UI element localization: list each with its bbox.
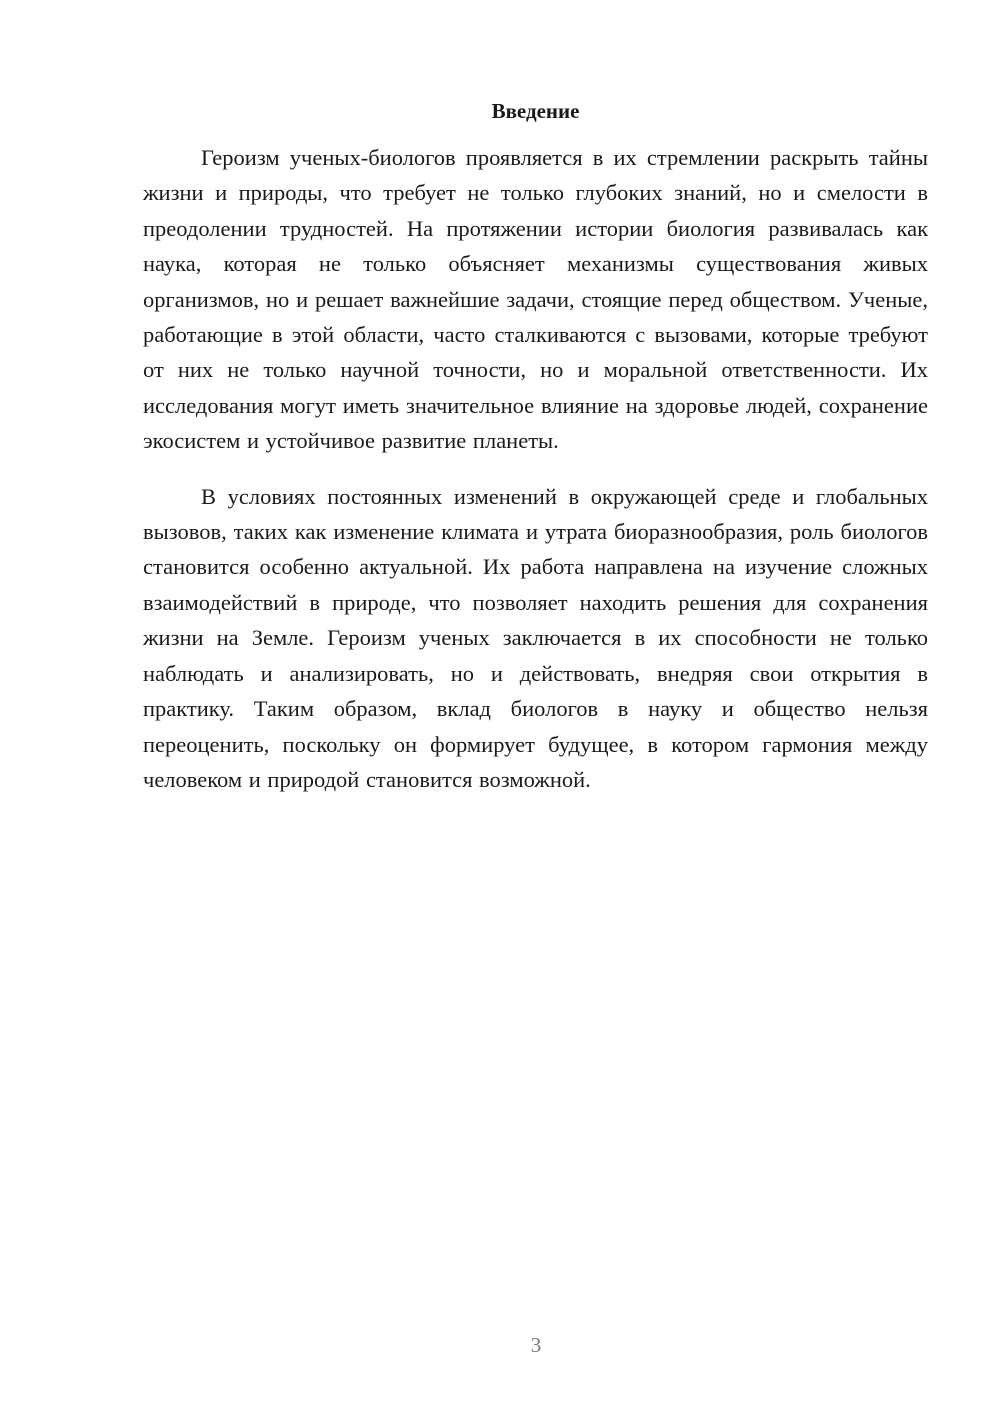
section-heading: Введение xyxy=(491,99,580,123)
paragraph-1: Героизм ученых-биологов проявляется в их стремлении раскрыть тайны жизни и природы, что требует не только глубоких знаний, но и смелости в преодолении трудностей. На протяжении истории биология развивалась как наука, которая не только объясняет механизмы существования живых организмов, но и решает важнейшие задачи, стоящие перед обществом. Ученые, работающие в этой области, часто сталкиваются с вызовами, которые требуют от них не только научной точности, но и моральной ответственности. Их исследования могут иметь значительное влияние на здоровье людей, сохранение экосистем и устойчивое развитие планеты. xyxy=(143,145,928,454)
page-content xyxy=(143,96,928,797)
page-number: 3 xyxy=(530,1333,542,1357)
paragraph-2: В условиях постоянных изменений в окружающей среде и глобальных вызовов, таких как изменение климата и утрата биоразнообразия, роль биологов становится особенно актуальной. Их работа направлена на изучение сложных взаимодействий в природе, что позволяет находить решения для сохранения жизни на Земле. Героизм ученых заключается в их способности не только наблюдать и анализировать, но и действовать, внедряя свои открытия в практику. Таким образом, вклад биологов в науку и общество нельзя переоценить, поскольку он формирует будущее, в котором гармония между человеком и природой становится возможной. xyxy=(143,483,928,792)
